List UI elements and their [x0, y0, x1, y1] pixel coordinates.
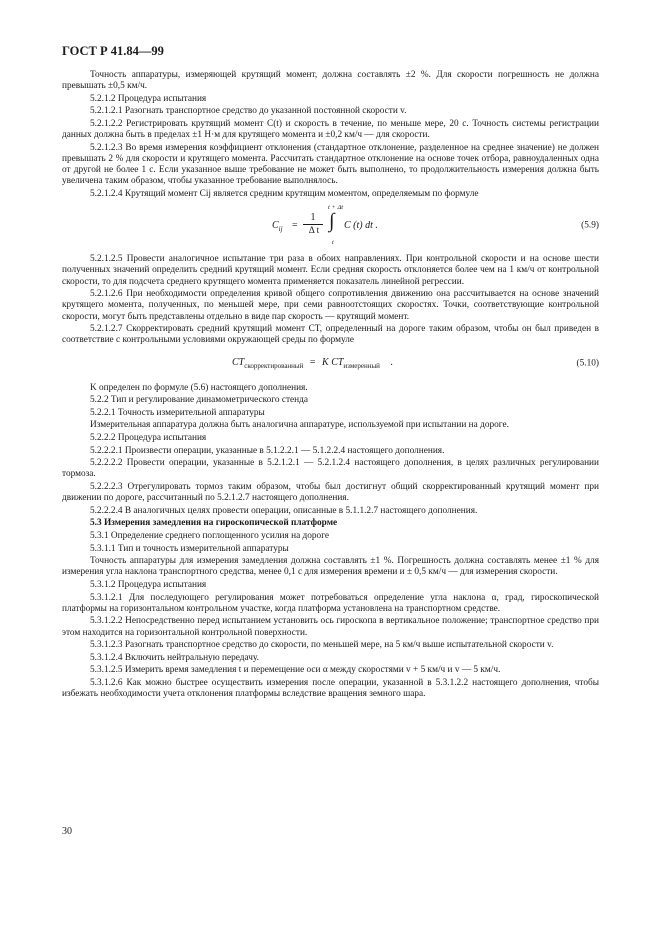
paragraph: 5.2.2.2.1 Произвести операции, указанные в 5.1.2.2.1 — 5.1.2.2.4 настоящего дополнения. — [90, 445, 445, 456]
formula-5-9-numerator: 1 — [310, 212, 316, 224]
paragraph: 5.2.1.2.2 Регистрировать крутящий момент C(t) и скорость в течение, по меньше мере, 20 с. Точность системы регистрации данных должна быть в пределах ±1 Н·м для крутящего момента и ±0,2 км/ч — для скорости. — [62, 118, 599, 141]
paragraph: 5.2.1.2.1 Разогнать транспортное средство до указанной постоянной скорости v. — [90, 106, 407, 117]
formula-5-10-number: (5.10) — [576, 357, 599, 368]
page-number: 30 — [62, 826, 72, 837]
paragraph: 5.3.1 Определение среднего поглощенного усилия на дороге — [90, 530, 330, 541]
paragraphs-bottom — [62, 383, 599, 701]
formula-5-9-denominator: Δ t — [308, 226, 320, 237]
paragraph: 5.2.1.2.7 Скорректировать средний крутящий момент CT, определенный на дороге таким образом, чтобы он был приведен в соответствие с контрольными условиями окружающей среды по формуле — [62, 324, 599, 346]
paragraph: 5.2.1.2.5 Провести аналогичное испытание три раза в обоих направлениях. При контрольной скорости и на основе шести полученных значений определить средний крутящий момент. Если средняя скорость отклоняется более чем на 1 км/ч от контрольной скорости, то для подсчета среднего крутящего момента применяется показатель линейной регрессии. — [62, 254, 599, 287]
paragraph: 5.2.2.1 Точность измерительной аппаратуры — [90, 407, 265, 418]
document-body — [62, 70, 599, 702]
paragraph: K определен по формуле (5.6) настоящего дополнения. — [90, 382, 308, 393]
paragraph: 5.3.1.2.2 Непосредственно перед испытанием установить ось гироскопа в вертикальное положение; транспортное средство при этом находится на горизонтальной контрольной поверхности. — [62, 616, 599, 638]
paragraph: 5.2.2.2.3 Отрегулировать тормоз таким образом, чтобы был достигнут общий скорректированный крутящий момент при движении по дороге, рассчитанный по 5.2.1.2.7 настоящего дополнения. — [62, 481, 599, 504]
paragraph: 5.3.1.2.5 Измерить время замедления t и перемещение оси α между скоростями v + 5 км/ч и v — 5 км/ч. — [90, 665, 501, 676]
formula-5-9: $C_{ij}$ = 1 Δ t t + Δt ∫ t C (t) dt . (5.9) — [62, 204, 599, 248]
paragraph: 5.2.2.2.2 Провести операции, указанные в 5.2.1.2.1 — 5.2.1.2.4 настоящего дополнения, в целях различных регулировании тормоза. — [62, 458, 599, 480]
document-header: ГОСТ Р 41.84—99 — [62, 44, 164, 58]
integral-lower-limit: t — [332, 239, 334, 247]
formula-5-9-lhs: $C_{ij}$ — [272, 220, 283, 234]
paragraph: 5.2.1.2.4 Крутящий момент Cij является средним крутящим моментом, определяемым по формуле — [90, 188, 479, 199]
fraction-bar — [303, 224, 323, 225]
integral-sign: ∫ — [329, 210, 335, 233]
paragraph: Измерительная аппаратура должна быть аналогична аппаратуре, используемой при испытании на дороге. — [90, 420, 509, 431]
formula-5-10-body: $CT_{скорректированный} = K$ $CT_{измеренный}$ . — [232, 356, 393, 370]
formula-5-9-number: (5.9) — [581, 220, 599, 231]
paragraph: 5.3.1.2 Процедура испытания — [90, 579, 207, 590]
paragraph: 5.2.1.2 Процедура испытания — [90, 93, 207, 104]
paragraph: 5.3.1.1 Тип и точность измерительной аппаратуры — [90, 543, 289, 554]
paragraph: 5.2.2.2 Процедура испытания — [90, 432, 207, 443]
paragraphs-mid — [62, 254, 599, 346]
formula-5-10 — [62, 353, 599, 375]
formula-5-9-integrand: C (t) dt . — [344, 220, 378, 232]
paragraph: 5.3.1.2.6 Как можно быстрее осуществить измерения после операции, указанной в 5.3.1.2.2 настоящего дополнения, чтобы избежать необходимости учета отклонения платформы вследствие вращения земного шара. — [62, 677, 599, 700]
paragraph: 5.2.1.2.6 При необходимости определения кривой общего сопротивления движению она рассчитывается на основе значений крутящего момента, полученных, по меньшей мере, при семи равноотстоящих скоростях. Точки, соответствующие контрольной скорости, могут быть представлены отдельно в виде пар скорость — крутящий момент. — [62, 289, 599, 322]
paragraphs-top — [62, 70, 599, 200]
paragraph: Точность аппаратуры, измеряющей крутящий момент, должна составлять ±2 %. Для скорости погрешность не должна превышать ±0,5 км/ч. — [62, 70, 599, 92]
paragraph: 5.3.1.2.3 Разогнать транспортное средство до скорости, по меньшей мере, на 5 км/ч выше испытательной скорости v. — [90, 640, 554, 651]
integral-upper-limit: t + Δt — [328, 204, 344, 212]
paragraph: 5.2.2 Тип и регулирование динамометрического стенда — [90, 395, 308, 406]
paragraph: 5.3.1.2.4 Включить нейтральную передачу. — [90, 652, 259, 663]
paragraph: 5.2.1.2.3 Во время измерения коэффициент отклонения (стандартное отклонение, разделенное на среднее значение) не должен превышать 2 % для скорости и крутящего момента. Рассчитать стандартное отклонение на основе точек отбора, равноудаленных одна от другой не более 1 с. Если указанное выше требование не может быть выполнено, то продолжительность измерения должна быть увеличена таким образом, чтобы указанное требование выполнялось. — [62, 142, 599, 187]
paragraph: Точность аппаратуры для измерения замедления должна составлять ±1 %. Погрешность должна составлять менее ±1 % для измерения угла наклона транспортного средства, менее 0,1 с для измерения времени и ± 0,5 км/ч — для измерения скорости. — [62, 556, 599, 578]
paragraph: 5.2.2.2.4 В аналогичных целях провести операции, описанные в 5.1.1.2.7 настоящего дополнения. — [90, 505, 478, 516]
paragraph: 5.3 Измерения замедления на гироскопической платформе — [90, 518, 338, 529]
paragraph: 5.3.1.2.1 Для последующего регулирования может потребоваться определение угла наклона α, град, гироскопической платформы на горизонтальном контрольном участке, когда платформа установлена на транспортном средстве. — [62, 592, 599, 614]
